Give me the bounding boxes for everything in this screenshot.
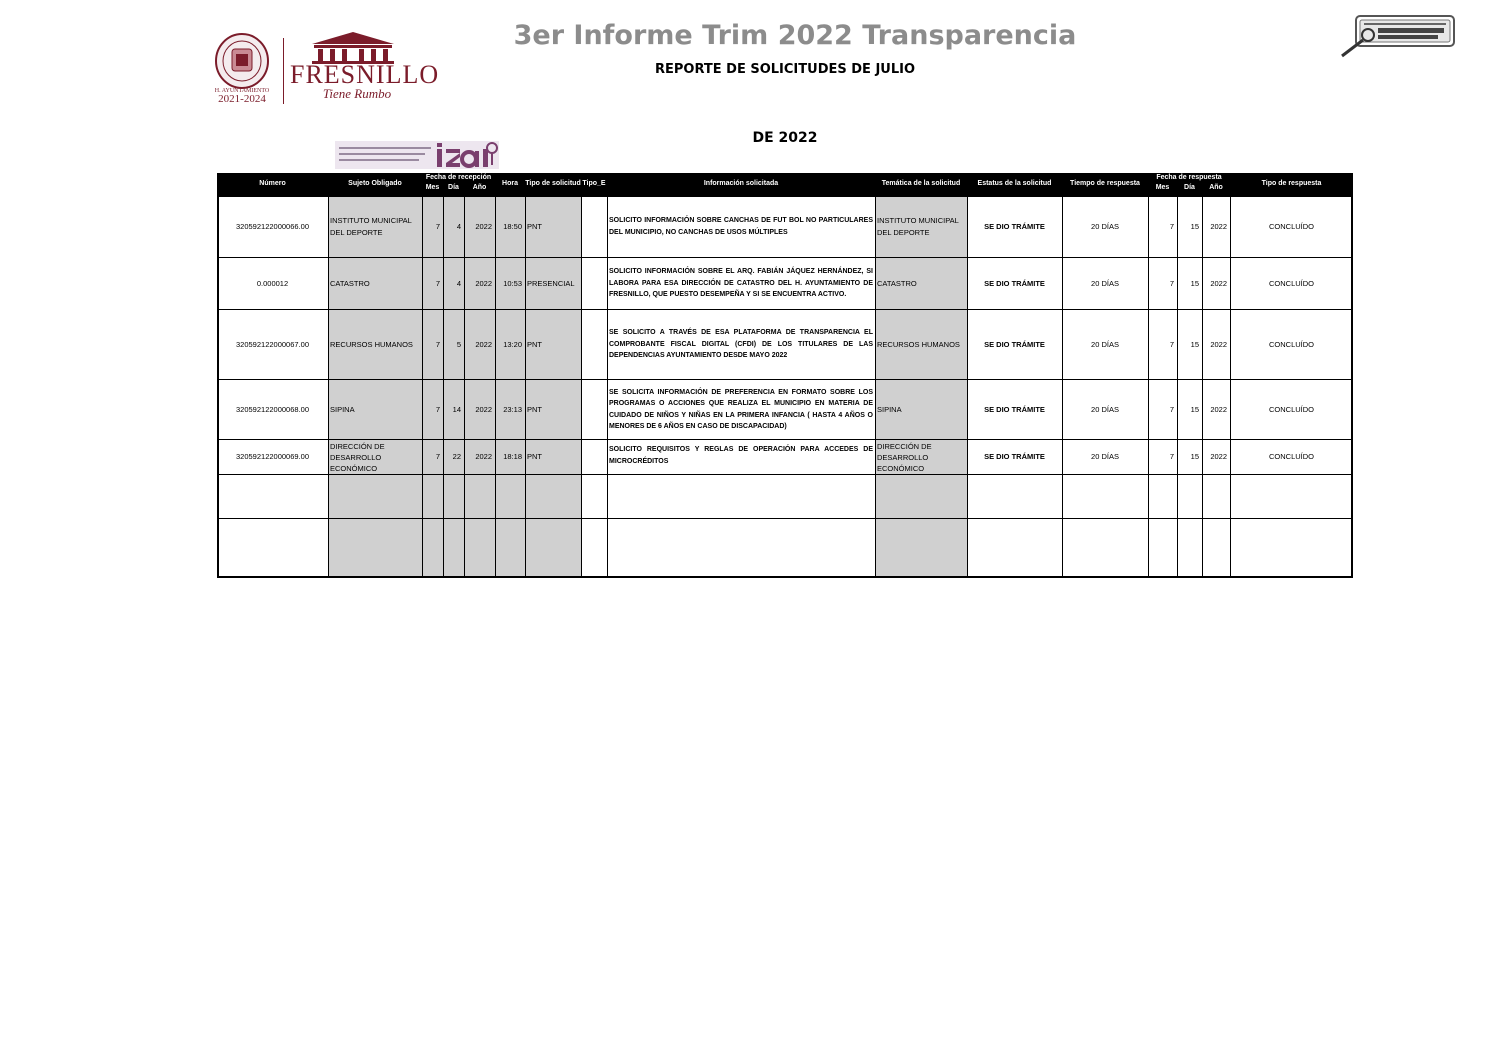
page-subtitle: REPORTE DE SOLICITUDES DE JULIO <box>654 62 916 77</box>
cell-anio: 2022 <box>475 278 492 288</box>
cell-dia: 4 <box>456 221 461 231</box>
col-header-estatus: Estatus de la solicitud <box>977 180 1052 187</box>
cell-mes: 7 <box>435 278 440 288</box>
cell-numero: 0.000012 <box>256 278 289 288</box>
cell-info: SE SOLICITA INFORMACIÓN DE PREFERENCIA EN FORMATO SOBRE LOS PROGRAMAS O ACCIONES QUE REALIZA EL MUNICIPIO EN MATERIA DE CUIDADO DE NIÑOS Y NIÑAS EN LA PRIMERA INFANCIA ( HASTA 4 AÑOS O MENORES DE 6 AÑOS EN CASO DE DISCAPACIDAD) <box>609 388 873 430</box>
cell-sujeto: RECURSOS HUMANOS <box>330 339 413 349</box>
col-header-tiempo: Tiempo de respuesta <box>1070 180 1140 187</box>
cell-tipo: PRESENCIAL <box>527 278 575 288</box>
public-information-badge-logo <box>1338 15 1456 59</box>
col-header-mes: Mes <box>425 184 440 191</box>
cell-hora: 10:53 <box>503 278 522 288</box>
col-header-anio2: Año <box>1209 184 1223 191</box>
col-header-fecha-recepcion: Fecha de recepción <box>425 174 492 181</box>
cell-info: SE SOLICITO A TRAVÉS DE ESA PLATAFORMA DE TRANSPARENCIA EL COMPROBANTE FISCAL DIGITAL (CFDI) DE LOS TITULARES DE LAS DEPENDENCIAS AYUNTAMIENTO DESDE MAYO 2022 <box>609 329 873 360</box>
cell-mes2: 7 <box>1169 339 1174 349</box>
cell-tiempo: 20 DÍAS <box>1091 452 1119 461</box>
cell-info: SOLICITO REQUISITOS Y REGLAS DE OPERACIÓN PARA ACCEDES DE MICROCRÉDITOS <box>609 446 873 465</box>
cell-dia2: 15 <box>1190 339 1199 349</box>
cell-anio2: 2022 <box>1210 278 1227 288</box>
cell-estatus: SE DIO TRÁMITE <box>984 278 1045 288</box>
cell-tipo: PNT <box>527 221 542 231</box>
cell-sujeto: INSTITUTO MUNICIPAL DEL DEPORTE <box>330 215 412 237</box>
col-header-tipo-respuesta: Tipo de respuesta <box>1261 180 1322 187</box>
cell-mes: 7 <box>435 221 440 231</box>
cell-anio2: 2022 <box>1210 221 1227 231</box>
cell-numero: 320592122000066.00 <box>236 221 309 231</box>
cell-info: SOLICITO INFORMACIÓN SOBRE CANCHAS DE FUT BOL NO PARTICULARES DEL MUNICIPIO, NO CANCHAS DE USOS MÚLTIPLES <box>609 217 873 236</box>
col-header-anio: Año <box>472 184 487 191</box>
cell-sujeto: DIRECCIÓN DE DESARROLLO ECONÓMICO <box>330 441 385 473</box>
cell-anio2: 2022 <box>1210 404 1227 414</box>
cell-tematica: DIRECCIÓN DE DESARROLLO ECONÓMICO <box>877 441 932 473</box>
cell-tematica: CATASTRO <box>877 278 917 288</box>
cell-tematica: RECURSOS HUMANOS <box>877 339 960 349</box>
cell-hora: 18:50 <box>503 221 522 231</box>
cell-numero: 320592122000069.00 <box>236 452 309 461</box>
report-year-line: DE 2022 <box>752 130 818 146</box>
cell-estatus: SE DIO TRÁMITE <box>984 339 1045 349</box>
cell-mes2: 7 <box>1169 278 1174 288</box>
col-header-sujeto: Sujeto Obligado <box>348 180 402 187</box>
cell-dia: 14 <box>452 404 461 414</box>
seal-caption-line1: H. AYUNTAMIENTO <box>214 88 270 94</box>
fresnillo-logo-text: FRESNILLO <box>290 60 440 89</box>
cell-dia: 5 <box>456 339 461 349</box>
cell-anio: 2022 <box>475 339 492 349</box>
logo-tagline: Tiene Rumbo <box>322 86 392 101</box>
col-header-tematica: Temática de la solicitud <box>881 180 961 187</box>
cell-numero: 320592122000068.00 <box>236 404 309 414</box>
logo-divider <box>283 38 284 104</box>
cell-tematica: SIPINA <box>877 404 902 414</box>
col-header-tipo-e: Tipo_E <box>582 180 606 187</box>
cell-estatus: SE DIO TRÁMITE <box>984 221 1045 231</box>
cell-estatus: SE DIO TRÁMITE <box>984 452 1045 461</box>
requests-table <box>217 173 1353 578</box>
cell-dia2: 15 <box>1190 404 1199 414</box>
col-header-numero: Número <box>259 180 286 187</box>
col-header-hora: Hora <box>502 180 518 187</box>
cell-dia2: 15 <box>1190 278 1199 288</box>
cell-mes2: 7 <box>1169 452 1174 461</box>
cell-estatus: SE DIO TRÁMITE <box>984 404 1045 414</box>
cell-tipo: PNT <box>527 404 542 414</box>
cell-respuesta: CONCLUÍDO <box>1268 278 1314 288</box>
cell-dia: 22 <box>452 452 461 461</box>
cell-info: SOLICITO INFORMACIÓN SOBRE EL ARQ. FABIÁN JÁQUEZ HERNÁNDEZ, SI LABORA PARA ESA DIRECCIÓN DE CATASTRO DEL H. AYUNTAMIENTO DE FRESNILLO, QUE PUESTO DESEMPEÑA Y SI SE ENCUENTRA ACTIVO. <box>609 268 873 299</box>
cell-respuesta: CONCLUÍDO <box>1268 221 1314 231</box>
cell-hora: 23:13 <box>503 404 522 414</box>
cell-anio2: 2022 <box>1210 452 1227 461</box>
cell-tipo: PNT <box>527 452 542 461</box>
cell-mes2: 7 <box>1169 404 1174 414</box>
cell-tematica: INSTITUTO MUNICIPAL DEL DEPORTE <box>877 215 959 237</box>
cell-mes: 7 <box>435 452 440 461</box>
cell-anio: 2022 <box>475 221 492 231</box>
cell-tiempo: 20 DÍAS <box>1091 404 1119 414</box>
municipal-seal-logo <box>214 32 270 90</box>
cell-tipo: PNT <box>527 339 542 349</box>
page-title: 3er Informe Trim 2022 Transparencia <box>513 20 1077 51</box>
cell-tiempo: 20 DÍAS <box>1091 221 1119 231</box>
cell-dia2: 15 <box>1190 452 1199 461</box>
cell-respuesta: CONCLUÍDO <box>1268 452 1314 461</box>
cell-respuesta: CONCLUÍDO <box>1268 404 1314 414</box>
cell-sujeto: SIPINA <box>330 404 355 414</box>
cell-hora: 13:20 <box>503 339 522 349</box>
cell-mes2: 7 <box>1169 221 1174 231</box>
cell-sujeto: CATASTRO <box>330 278 370 288</box>
col-header-fecha-respuesta: Fecha de respuesta <box>1156 174 1222 181</box>
col-header-tipo-solicitud: Tipo de solicitud <box>525 180 581 187</box>
col-header-dia2: Día <box>1184 184 1195 191</box>
cell-mes: 7 <box>435 404 440 414</box>
cell-dia: 4 <box>456 278 461 288</box>
seal-caption-line2: 2021-2024 <box>218 93 266 105</box>
cell-anio: 2022 <box>475 404 492 414</box>
cell-mes: 7 <box>435 339 440 349</box>
table-border <box>217 195 1353 578</box>
col-header-mes2: Mes <box>1155 184 1170 191</box>
col-header-informacion: Información solicitada <box>703 180 779 187</box>
seal-caption <box>206 88 278 105</box>
building-icon <box>306 30 400 64</box>
cell-anio: 2022 <box>475 452 492 461</box>
cell-hora: 18:18 <box>503 452 522 461</box>
cell-tiempo: 20 DÍAS <box>1091 339 1119 349</box>
cell-respuesta: CONCLUÍDO <box>1268 339 1314 349</box>
cell-numero: 320592122000067.00 <box>236 339 309 349</box>
cell-dia2: 15 <box>1190 221 1199 231</box>
cell-anio2: 2022 <box>1210 339 1227 349</box>
col-header-dia: Día <box>448 184 459 191</box>
cell-tiempo: 20 DÍAS <box>1091 278 1119 288</box>
izai-logo <box>335 141 499 169</box>
